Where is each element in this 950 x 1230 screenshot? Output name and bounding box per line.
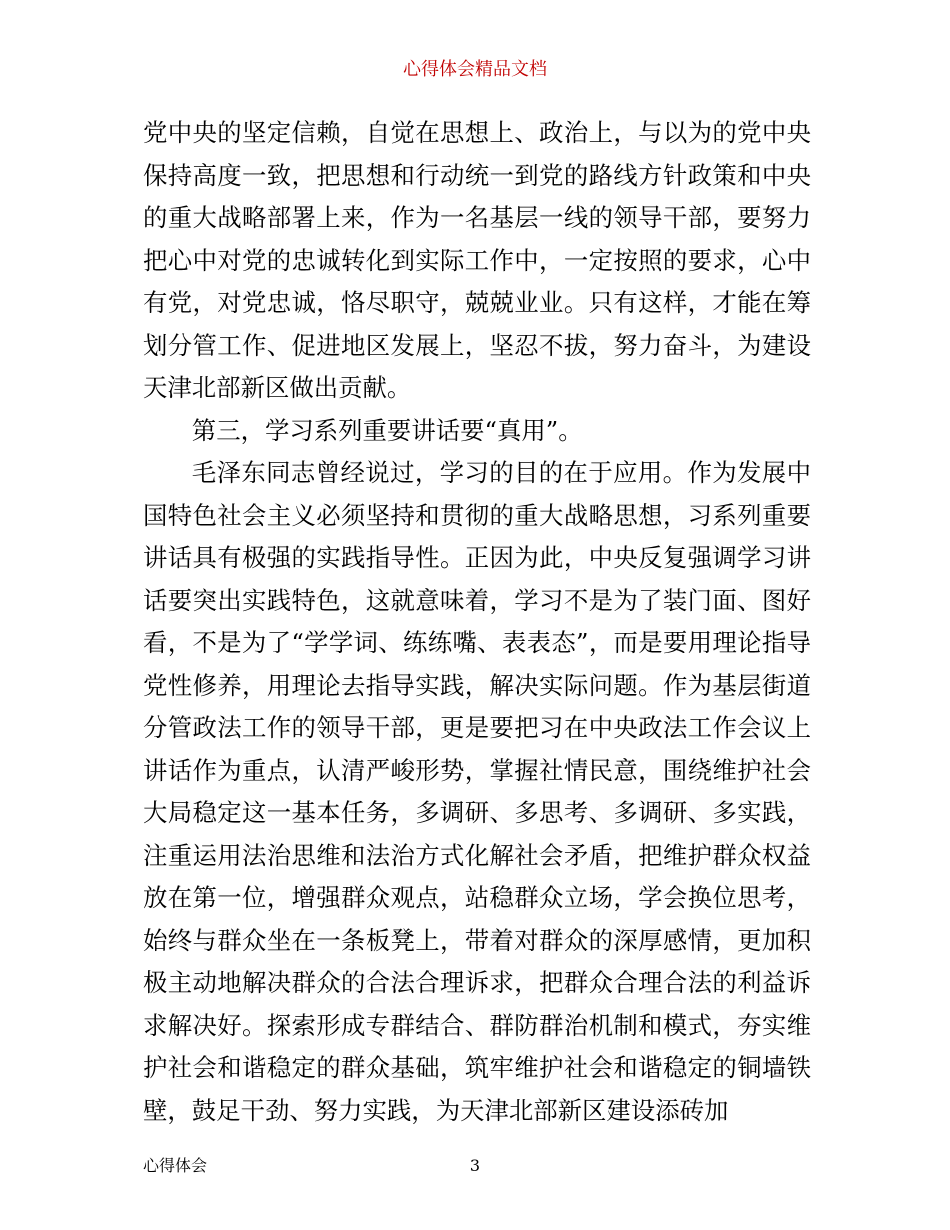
document-body <box>143 112 811 1132</box>
paragraph-section-heading: 第三，学习系列重要讲话要“真用”。 <box>191 415 583 445</box>
paragraph-continuation: 党中央的坚定信赖，自觉在思想上、政治上，与以为的党中央保持高度一致，把思想和行动统一到党的路线方针政策和中央的重大战略部署上来，作为一名基层一线的领导干部，要努力把心中对党的忠诚转化到实际工作中，一定按照的要求，心中有党，对党忠诚，恪尽职守，兢兢业业。只有这样，才能在筹划分管工作、促进地区发展上，坚忍不拔，努力奋斗，为建设天津北部新区做出贡献。 <box>143 118 811 402</box>
paragraph-main: 毛泽东同志曾经说过，学习的目的在于应用。作为发展中国特色社会主义必须坚持和贯彻的重大战略思想，习系列重要讲话具有极强的实践指导性。正因为此，中央反复强调学习讲话要突出实践特色，这就意味着，学习不是为了装门面、图好看，不是为了“学学词、练练嘴、表表态”，而是要用理论指导党性修养，用理论去指导实践，解决实际问题。作为基层街道分管政法工作的领导干部，更是要把习在中央政法工作会议上讲话作为重点，认清严峻形势，掌握社情民意，围绕维护社会大局稳定这一基本任务，多调研、多思考、多调研、多实践，注重运用法治思维和法治方式化解社会矛盾，把维护群众权益放在第一位，增强群众观点，站稳群众立场，学会换位思考，始终与群众坐在一条板凳上，带着对群众的深厚感情，更加积极主动地解决群众的合法合理诉求，把群众合理合法的利益诉求解决好。探索形成专群结合、群防群治机制和模式，夯实维护社会和谐稳定的群众基础，筑牢维护社会和谐稳定的铜墙铁壁，鼓足干劲、努力实践，为天津北部新区建设添砖加 <box>143 458 811 1125</box>
footer-page-number: 3 <box>469 1156 481 1175</box>
page-header-title: 心得体会精品文档 <box>403 59 547 80</box>
footer-label: 心得体会 <box>143 1156 208 1175</box>
